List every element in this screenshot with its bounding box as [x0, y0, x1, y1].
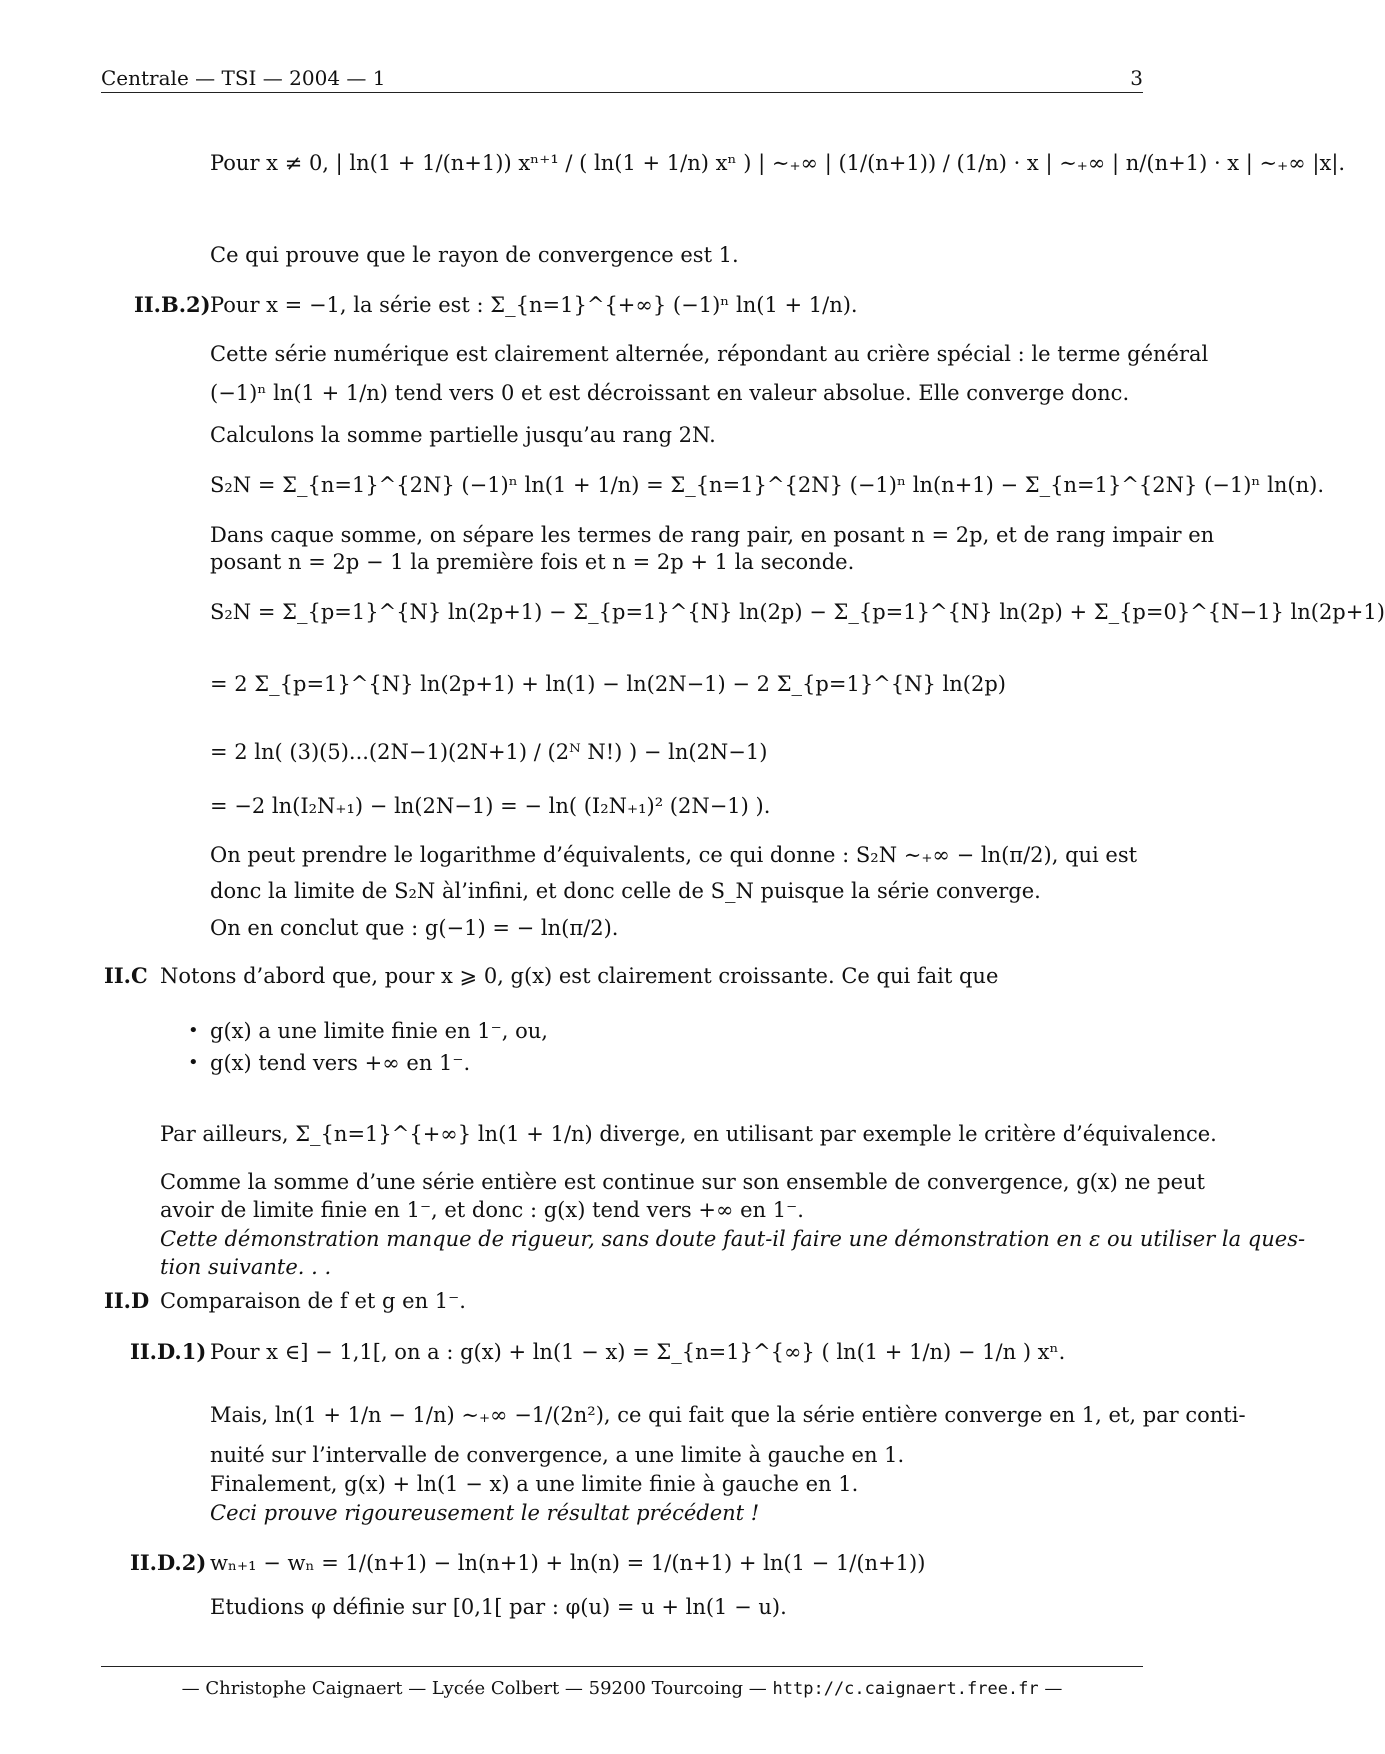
text-line: On peut prendre le logarithme d’équivalents, ce qui donne : S₂N ∼₊∞ − ln(π/2), qui est — [210, 843, 1138, 867]
footer-rule — [101, 1666, 1143, 1667]
page-footer — [101, 1678, 1143, 1699]
remark-line: Ceci prouve rigoureusement le résultat précédent ! — [210, 1501, 760, 1525]
text-line: Comme la somme d’une série entière est continue sur son ensemble de convergence, g(x) ne peut — [160, 1170, 1205, 1194]
remark-line: Cette démonstration manque de rigueur, sans doute faut-il faire une démonstration en ε ou utiliser la ques- — [160, 1227, 1306, 1251]
question-label: II.D.1) — [130, 1339, 207, 1364]
text-line: nuité sur l’intervalle de convergence, a une limite à gauche en 1. — [210, 1443, 905, 1467]
page-number: 3 — [1130, 66, 1143, 90]
equation-line: = 2 Σ_{p=1}^{N} ln(2p+1) + ln(1) − ln(2N−1) − 2 Σ_{p=1}^{N} ln(2p) — [210, 672, 1006, 696]
equation-line: = 2 ln( (3)(5)...(2N−1)(2N+1) / (2ᴺ N!) ) − ln(2N−1) — [210, 740, 768, 764]
text-line: Dans caque somme, on sépare les termes de rang pair, en posant n = 2p, et de rang impair en — [210, 523, 1215, 547]
equation-line: = −2 ln(I₂N₊₁) − ln(2N−1) = − ln( (I₂N₊₁)² (2N−1) ). — [210, 794, 771, 818]
footer-url: http://c.caignaert.free.fr — [772, 1679, 1039, 1699]
question-label: II.D.2) — [130, 1550, 207, 1575]
question-label: II.B.2) — [134, 292, 211, 317]
list-item: g(x) tend vers +∞ en 1⁻. — [210, 1051, 471, 1075]
text-line: Par ailleurs, Σ_{n=1}^{+∞} ln(1 + 1/n) diverge, en utilisant par exemple le critère d’équivalence. — [160, 1122, 1217, 1146]
footer-author: — Christophe Caignaert — Lycée Colbert — 59200 Tourcoing — — [181, 1678, 767, 1699]
header-title: Centrale — TSI — 2004 — 1 — [101, 66, 386, 90]
text-line: Pour x = −1, la série est : Σ_{n=1}^{+∞} (−1)ⁿ ln(1 + 1/n). — [210, 293, 858, 317]
text-line: Ce qui prouve que le rayon de convergence est 1. — [210, 243, 739, 267]
text-line: Pour x ≠ 0, | ln(1 + 1/(n+1)) xⁿ⁺¹ / ( ln(1 + 1/n) xⁿ ) | ∼₊∞ | (1/(n+1)) / (1/n) · x | ∼₊∞ | n/(n+1) · x | ∼₊∞ |x|. — [210, 151, 1346, 175]
text-line: avoir de limite finie en 1⁻, et donc : g(x) tend vers +∞ en 1⁻. — [160, 1198, 804, 1222]
equation-line: S₂N = Σ_{p=1}^{N} ln(2p+1) − Σ_{p=1}^{N} ln(2p) − Σ_{p=1}^{N} ln(2p) + Σ_{p=0}^{N−1} ln(2p+1) — [210, 600, 1385, 624]
equation-line: Pour x ∈] − 1,1[, on a : g(x) + ln(1 − x) = Σ_{n=1}^{∞} ( ln(1 + 1/n) − 1/n ) xⁿ. — [210, 1340, 1066, 1364]
text-line: Finalement, g(x) + ln(1 − x) a une limite finie à gauche en 1. — [210, 1472, 859, 1496]
question-label: II.D — [104, 1288, 150, 1313]
bullet-marker: • — [188, 1020, 199, 1041]
text-line: Notons d’abord que, pour x ⩾ 0, g(x) est clairement croissante. Ce qui fait que — [160, 964, 999, 988]
text-line: (−1)ⁿ ln(1 + 1/n) tend vers 0 et est décroissant en valeur absolue. Elle converge donc. — [210, 381, 1130, 405]
bullet-marker: • — [188, 1052, 199, 1073]
text-line: posant n = 2p − 1 la première fois et n = 2p + 1 la seconde. — [210, 550, 855, 574]
equation-line: S₂N = Σ_{n=1}^{2N} (−1)ⁿ ln(1 + 1/n) = Σ_{n=1}^{2N} (−1)ⁿ ln(n+1) − Σ_{n=1}^{2N} (−1)ⁿ ln(n). — [210, 473, 1324, 497]
text-line: On en conclut que : g(−1) = − ln(π/2). — [210, 916, 619, 940]
text-line: Etudions φ définie sur [0,1[ par : φ(u) = u + ln(1 − u). — [210, 1595, 787, 1619]
remark-line: tion suivante. . . — [160, 1255, 332, 1279]
text-line: Cette série numérique est clairement alternée, répondant au crière spécial : le terme général — [210, 342, 1209, 366]
list-item: g(x) a une limite finie en 1⁻, ou, — [210, 1019, 548, 1043]
question-label: II.C — [104, 963, 148, 988]
text-line: Calculons la somme partielle jusqu’au rang 2N. — [210, 423, 716, 447]
equation-line: wₙ₊₁ − wₙ = 1/(n+1) − ln(n+1) + ln(n) = 1/(n+1) + ln(1 − 1/(n+1)) — [210, 1551, 926, 1575]
text-line: Comparaison de f et g en 1⁻. — [160, 1289, 466, 1313]
page-header — [101, 66, 1143, 93]
footer-tail: — — [1044, 1678, 1063, 1699]
text-line: donc la limite de S₂N àl’infini, et donc celle de S_N puisque la série converge. — [210, 879, 1041, 903]
text-line: Mais, ln(1 + 1/n − 1/n) ∼₊∞ −1/(2n²), ce qui fait que la série entière converge en 1, et, par conti- — [210, 1403, 1246, 1427]
